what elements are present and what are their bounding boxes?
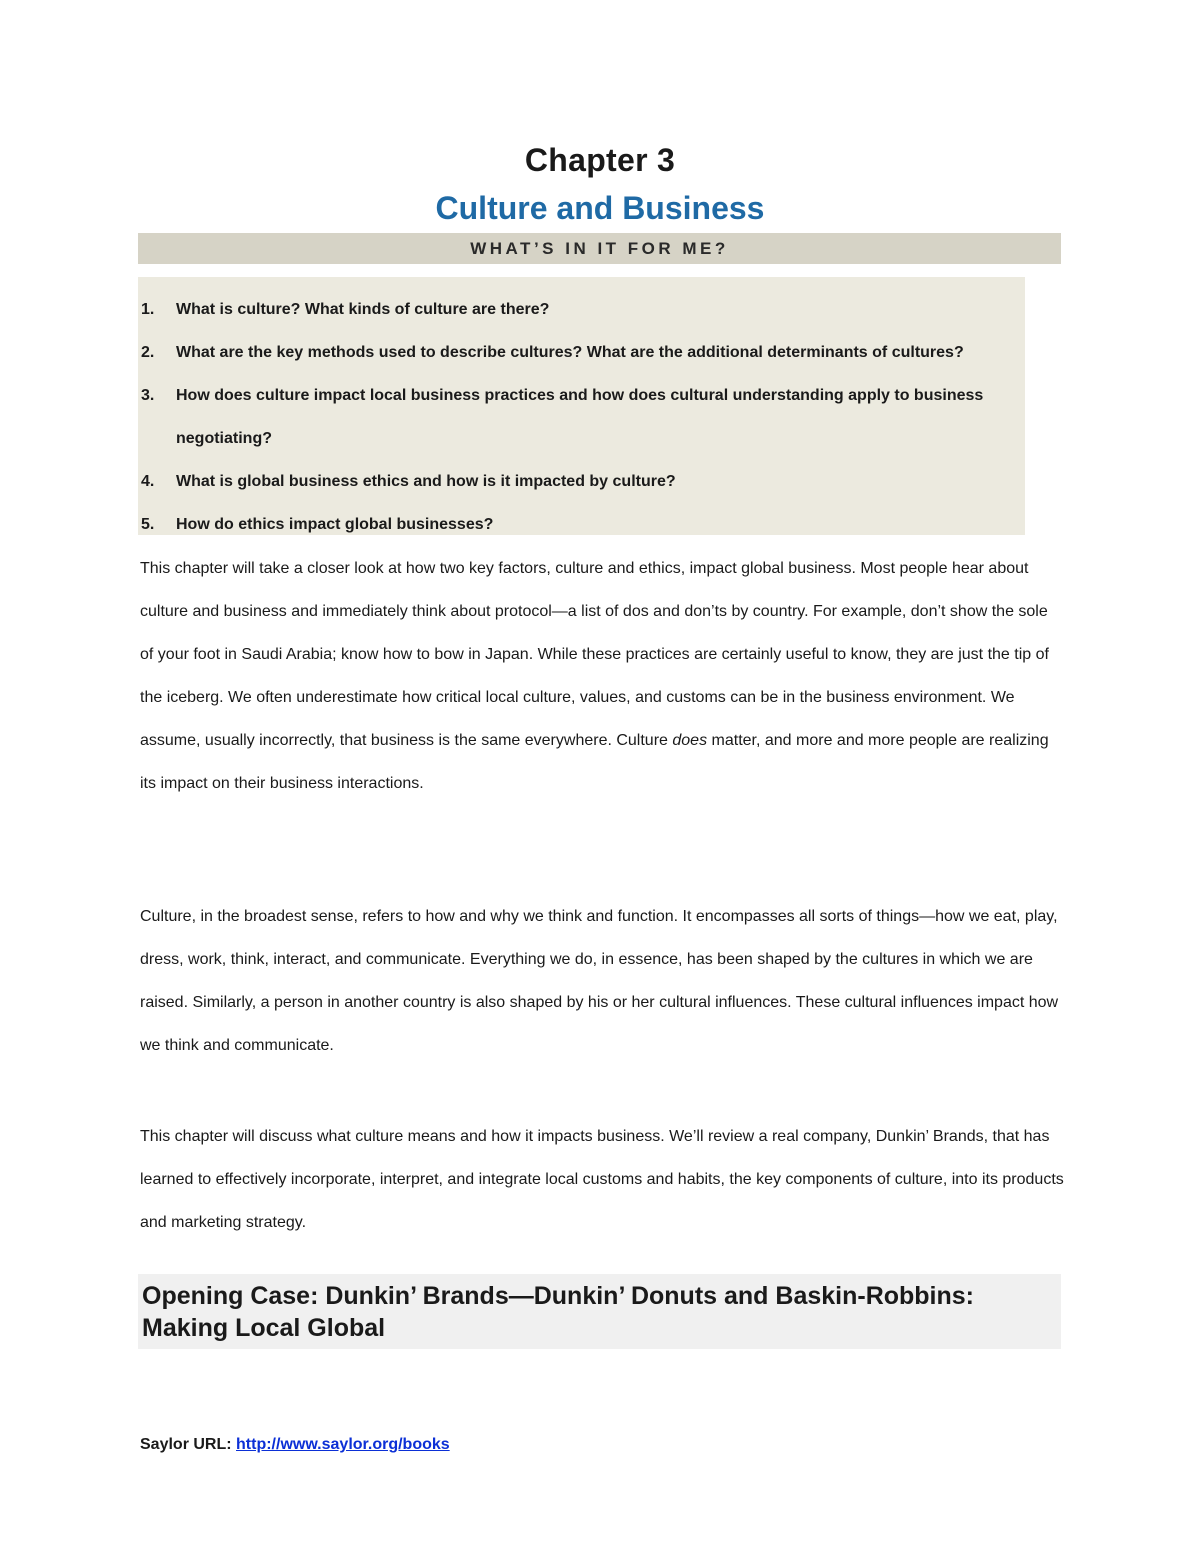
- opening-case-title: Opening Case: Dunkin’ Brands—Dunkin’ Donuts and Baskin-Robbins: Making Local Global: [142, 1282, 975, 1342]
- objective-text: What is global business ethics and how is it impacted by culture?: [176, 473, 676, 490]
- intro-text-b: matter, and more and more people are realizing its impact on their business interactions.: [140, 732, 1049, 792]
- intro-paragraph: [140, 547, 1065, 805]
- intro-emphasis: does: [672, 732, 708, 749]
- objectives-heading: WHAT’S IN IT FOR ME?: [138, 233, 1061, 264]
- objectives-box: [138, 277, 1025, 535]
- culture-paragraph: Culture, in the broadest sense, refers to how and why we think and function. It encompasses all sorts of things—how we eat, play, dress, work, think, interact, and communicate. Everything we do, in essence, has been shaped by the cultures in which we are raised. Similarly, a person in another country is also shaped by his or her cultural influences. These cultural influences impact how we think and communicate.: [140, 908, 1059, 1054]
- chapter-title: Chapter 3: [524, 142, 676, 178]
- intro-text-a: This chapter will take a closer look at how two key factors, culture and ethics, impact global business. Most people hear about culture and business and immediately think about protocol—a list of dos and don’ts by country. For example, don’t show the sole of your foot in Saudi Arabia; know how to bow in Japan. While these practices are certainly useful to know, they are just the tip of the iceberg. We often underestimate how critical local culture, values, and customs can be in the business environment. We assume, usually incorrectly, that business is the same everywhere. Culture: [140, 560, 1049, 749]
- chapter-subtitle: Culture and Business: [435, 190, 765, 226]
- chapter-overview-paragraph: This chapter will discuss what culture means and how it impacts business. We’ll review a real company, Dunkin’ Brands, that has learned to effectively incorporate, interpret, and integrate local customs and habits, the key components of culture, into its products and marketing strategy.: [140, 1128, 1064, 1231]
- objective-text: How does culture impact local business practices and how does cultural understanding apply to business: [176, 387, 984, 404]
- opening-case-banner: [138, 1274, 1061, 1349]
- footer-label: Saylor URL:: [140, 1436, 237, 1453]
- objective-text: What are the key methods used to describe cultures? What are the additional determinants of cultures?: [176, 344, 964, 361]
- objective-number: 3.: [141, 387, 155, 404]
- footer: [140, 1436, 450, 1454]
- objective-text: negotiating?: [176, 430, 272, 447]
- objective-number: 2.: [141, 344, 155, 361]
- objective-number: 5.: [141, 516, 155, 533]
- objective-number: 1.: [141, 301, 155, 318]
- objective-text: How do ethics impact global businesses?: [176, 516, 494, 533]
- saylor-url-link[interactable]: http://www.saylor.org/books: [236, 1436, 450, 1453]
- objective-text: What is culture? What kinds of culture are there?: [176, 301, 550, 318]
- objective-number: 4.: [141, 473, 155, 490]
